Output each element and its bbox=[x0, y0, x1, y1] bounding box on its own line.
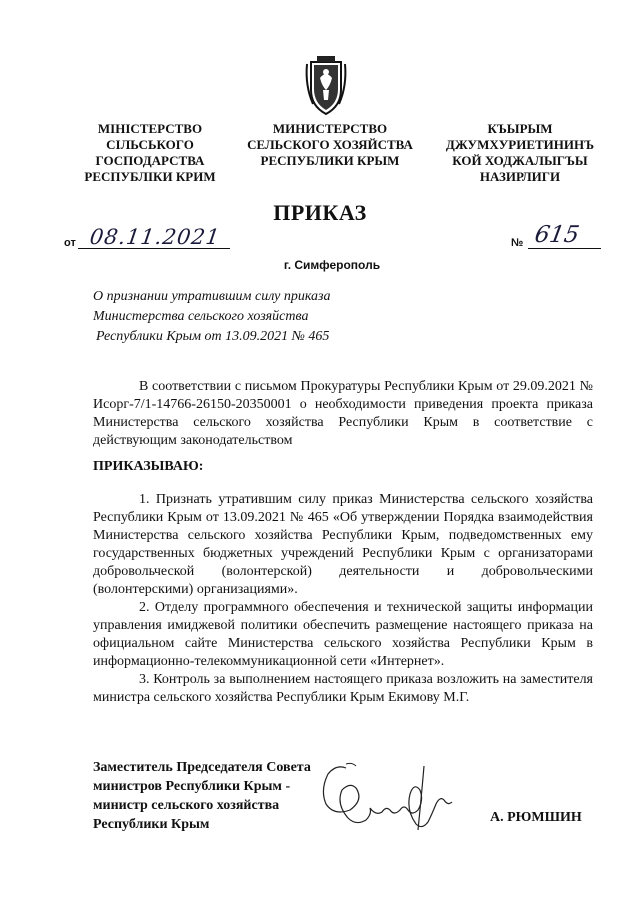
document-subject bbox=[93, 287, 331, 347]
header-ukrainian bbox=[70, 121, 230, 185]
signatory-line: министр сельского хозяйства bbox=[93, 798, 280, 813]
header-center-line: СЕЛЬСКОГО ХОЗЯЙСТВА bbox=[247, 137, 413, 152]
number-label: № bbox=[511, 237, 524, 249]
order-item bbox=[93, 599, 593, 671]
order-item-text: 2. Отделу программного обеспечения и технической защиты информации управления имиджевой политики обеспечить размещение настоящего приказа на официальном сайте Министерства сельского хозяйства Республики Крым в информационно-телекоммуникационной сети «Интернет». bbox=[93, 600, 593, 669]
signatory-line: Заместитель Председателя Совета bbox=[93, 760, 311, 775]
header-left-line: ГОСПОДАРСТВА bbox=[95, 153, 205, 168]
city: г. Симферополь bbox=[283, 258, 381, 272]
order-word: ПРИКАЗЫВАЮ: bbox=[93, 459, 204, 474]
coat-of-arms-icon bbox=[303, 56, 349, 116]
signatory-position bbox=[93, 758, 311, 834]
signatory-line: министров Республики Крым - bbox=[93, 779, 291, 794]
order-item-text: 3. Контроль за выполнением настоящего приказа возложить на заместителя министра сельского хозяйства Республики Крым Екимову М.Г. bbox=[93, 672, 593, 705]
number-value: 615 bbox=[532, 222, 582, 248]
header-right-line: ДЖУМХУРИЕТИНИНЪ bbox=[445, 137, 595, 152]
header-center-line: РЕСПУБЛИКИ КРЫМ bbox=[260, 153, 400, 168]
signatory-line: Республики Крым bbox=[93, 817, 210, 832]
preamble-text: В соответствии с письмом Прокуратуры Республики Крым от 29.09.2021 № Исорг-7/1-14766-26150-20350001 о необходимости приведения проекта приказа Министерства сельского хозяйства Республики Крым в соответствие с действующим законодательством bbox=[93, 379, 593, 448]
subject-line: Республики Крым от 13.09.2021 № 465 bbox=[96, 329, 330, 344]
subject-line: О признании утратившим силу приказа bbox=[93, 289, 331, 304]
order-items bbox=[93, 491, 593, 707]
header-right-line: КЪЫРЫМ bbox=[487, 121, 553, 136]
order-item bbox=[93, 491, 593, 599]
signature-icon bbox=[306, 760, 472, 840]
header-crimean-tatar bbox=[420, 121, 620, 185]
header-center-line: МИНИСТЕРСТВО bbox=[272, 121, 388, 136]
signatory-name: А. РЮМШИН bbox=[490, 810, 582, 825]
number-underline bbox=[528, 248, 601, 249]
order-item-text: 1. Признать утратившим силу приказ Министерства сельского хозяйства Республики Крым от 13.09.2021 № 465 «Об утверждении Порядка взаимодействия Министерства сельского хозяйства Республики Крым, подведомственных ему государственных бюджетных учреждений Республики Крым с организаторами добровольческой (волонтерской) деятельности и добровольческими (волонтерскими) организациями». bbox=[93, 492, 593, 597]
header-right-line: НАЗИРЛИГИ bbox=[479, 169, 561, 184]
header-right-line: КОЙ ХОДЖАЛЫГЪЫ bbox=[452, 153, 588, 168]
preamble-paragraph bbox=[93, 378, 593, 450]
header-russian bbox=[232, 121, 428, 169]
subject-line: Министерства сельского хозяйства bbox=[93, 309, 309, 324]
document-title: ПРИКАЗ bbox=[273, 200, 367, 225]
date-label: от bbox=[64, 237, 76, 249]
header-left-line: МІНІСТЕРСТВО bbox=[97, 121, 203, 136]
order-item bbox=[93, 671, 593, 707]
date-value: 08.11.2021 bbox=[88, 225, 222, 249]
header-left-line: СІЛЬСЬКОГО bbox=[106, 137, 194, 152]
header-left-line: РЕСПУБЛІКИ КРИМ bbox=[84, 169, 216, 184]
